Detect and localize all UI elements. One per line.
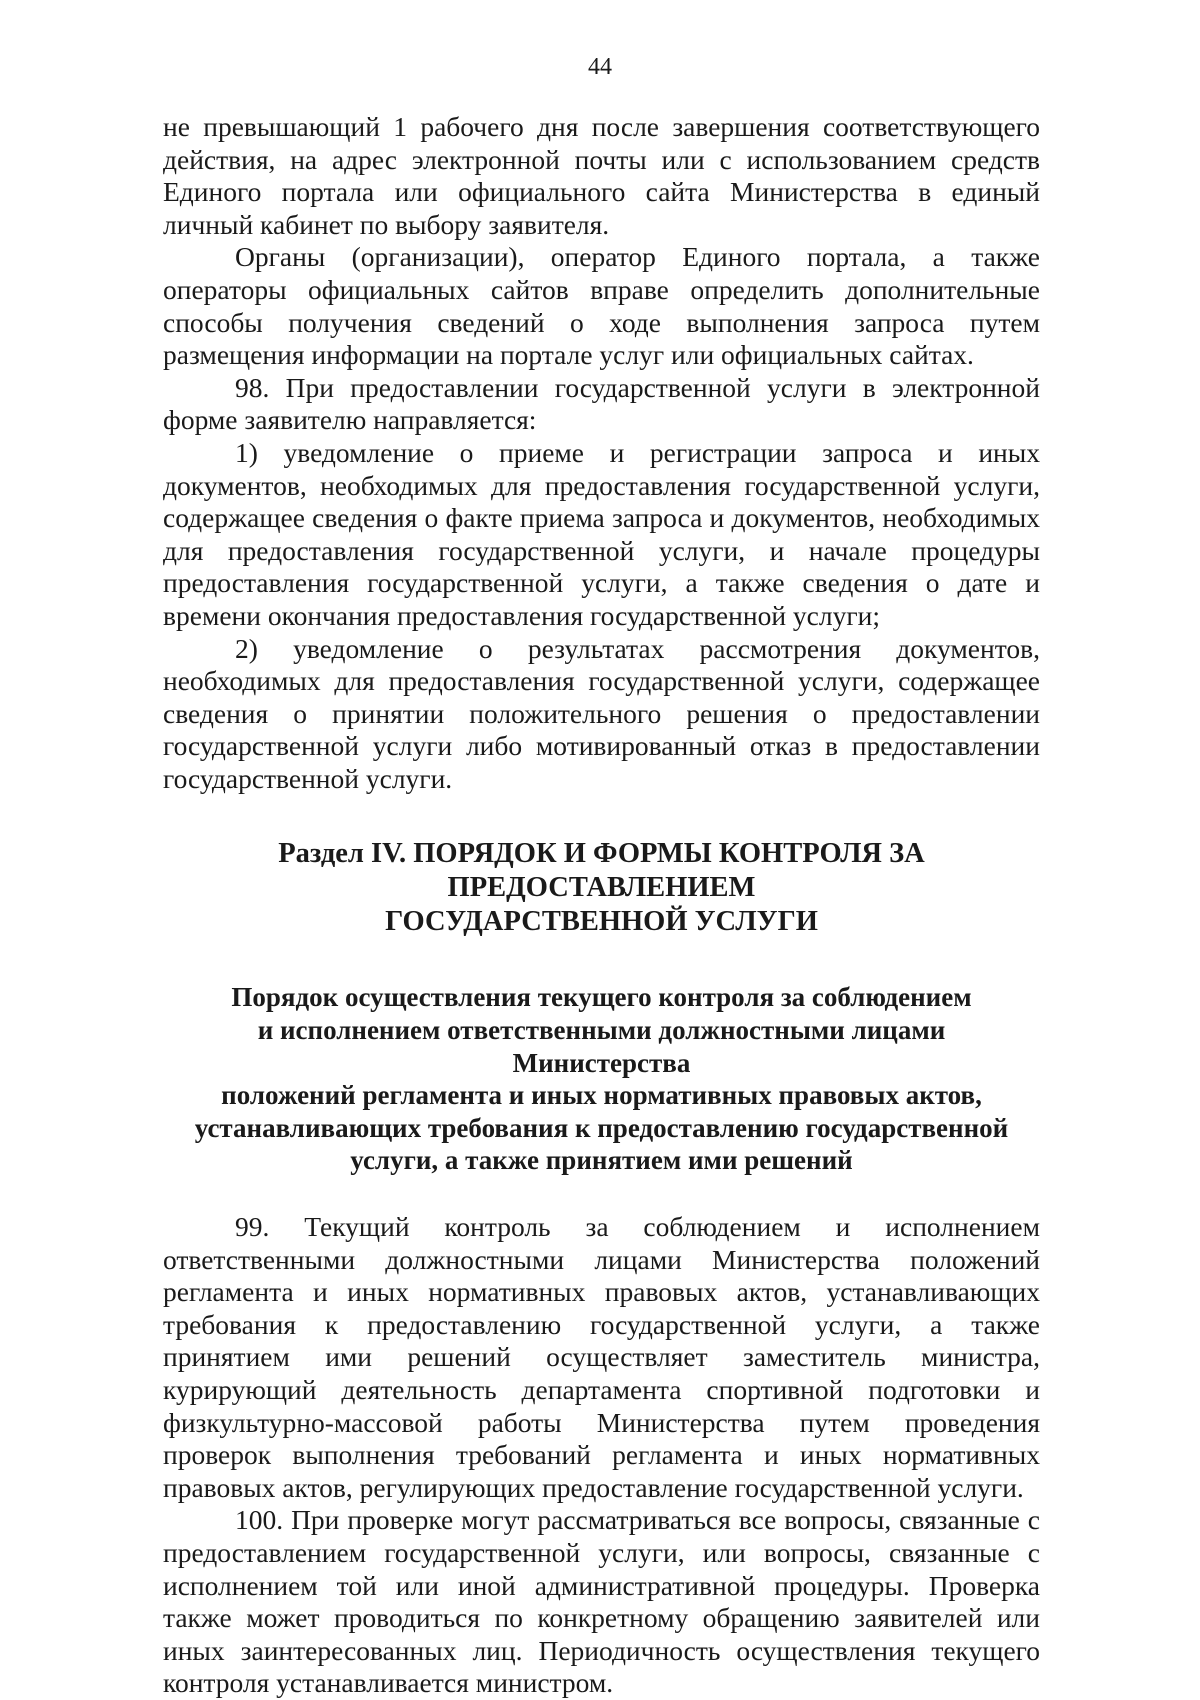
paragraph-continuation: не превышающий 1 рабочего дня после завершения соответствующего действия, на адрес электронной почты или с использованием средств Единого портала или официального сайта Министерства в единый личный кабинет по выбору заявителя. (163, 111, 1040, 240)
section-title-line-1: Раздел IV. ПОРЯДОК И ФОРМЫ КОНТРОЛЯ ЗА ПРЕДОСТАВЛЕНИЕМ (278, 838, 925, 904)
subsection-title-line-1: Порядок осуществления текущего контроля за соблюдением (231, 982, 972, 1013)
paragraph-100: 100. При проверке могут рассматриваться все вопросы, связанные с предоставлением государственной услуги, или вопросы, связанные с исполнением той или иной административной процедуры. Проверка также может проводиться по конкретному обращению заявителей или иных заинтересованных лиц. Периодичность осуществления текущего контроля устанавливается министром. (163, 1504, 1040, 1699)
section-title-line-2: ГОСУДАРСТВЕННОЙ УСЛУГИ (385, 906, 818, 938)
paragraph-98: 98. При предоставлении государственной услуги в электронной форме заявителю направляется: (163, 371, 1040, 436)
subsection-title-line-5: услуги, а также принятием ими решений (350, 1145, 853, 1176)
subsection-title-line-2: и исполнением ответственными должностными лицами Министерства (257, 1015, 946, 1078)
paragraph-organizations: Органы (организации), оператор Единого портала, а также операторы официальных сайтов вправе определить дополнительные способы получения сведений о ходе выполнения запроса путем размещения информации на портале услуг или официальных сайтах. (163, 241, 1040, 371)
subsection-title (163, 981, 1040, 1177)
paragraph-99: 99. Текущий контроль за соблюдением и исполнением ответственными должностными лицами Министерства положений регламента и иных нормативных правовых актов, устанавливающих требования к предоставлению государственной услуги, а также принятием ими решений осуществляет заместитель министра, курирующий деятельность департамента спортивной подготовки и физкультурно-массовой работы Министерства путем проведения проверок выполнения требований регламента и иных нормативных правовых актов, регулирующих предоставление государственной услуги. (163, 1211, 1040, 1503)
paragraph-98-item-1: 1) уведомление о приеме и регистрации запроса и иных документов, необходимых для предоставления государственной услуги, содержащее сведения о факте приема запроса и документов, необходимых для предоставления государственной услуги, и начале процедуры предоставления государственной услуги, а также сведения о дате и времени окончания предоставления государственной услуги; (163, 436, 1040, 631)
document-body (163, 111, 1040, 1700)
section-title (163, 837, 1040, 939)
paragraph-98-item-2: 2) уведомление о результатах рассмотрения документов, необходимых для предоставления государственной услуги, содержащее сведения о принятии положительного решения о предоставлении государственной услуги либо мотивированный отказ в предоставлении государственной услуги. (163, 632, 1040, 794)
subsection-title-line-4: устанавливающих требования к предоставлению государственной (194, 1112, 1009, 1143)
page-number: 44 (588, 54, 612, 80)
subsection-title-line-3: положений регламента и иных нормативных правовых актов, (221, 1080, 982, 1111)
